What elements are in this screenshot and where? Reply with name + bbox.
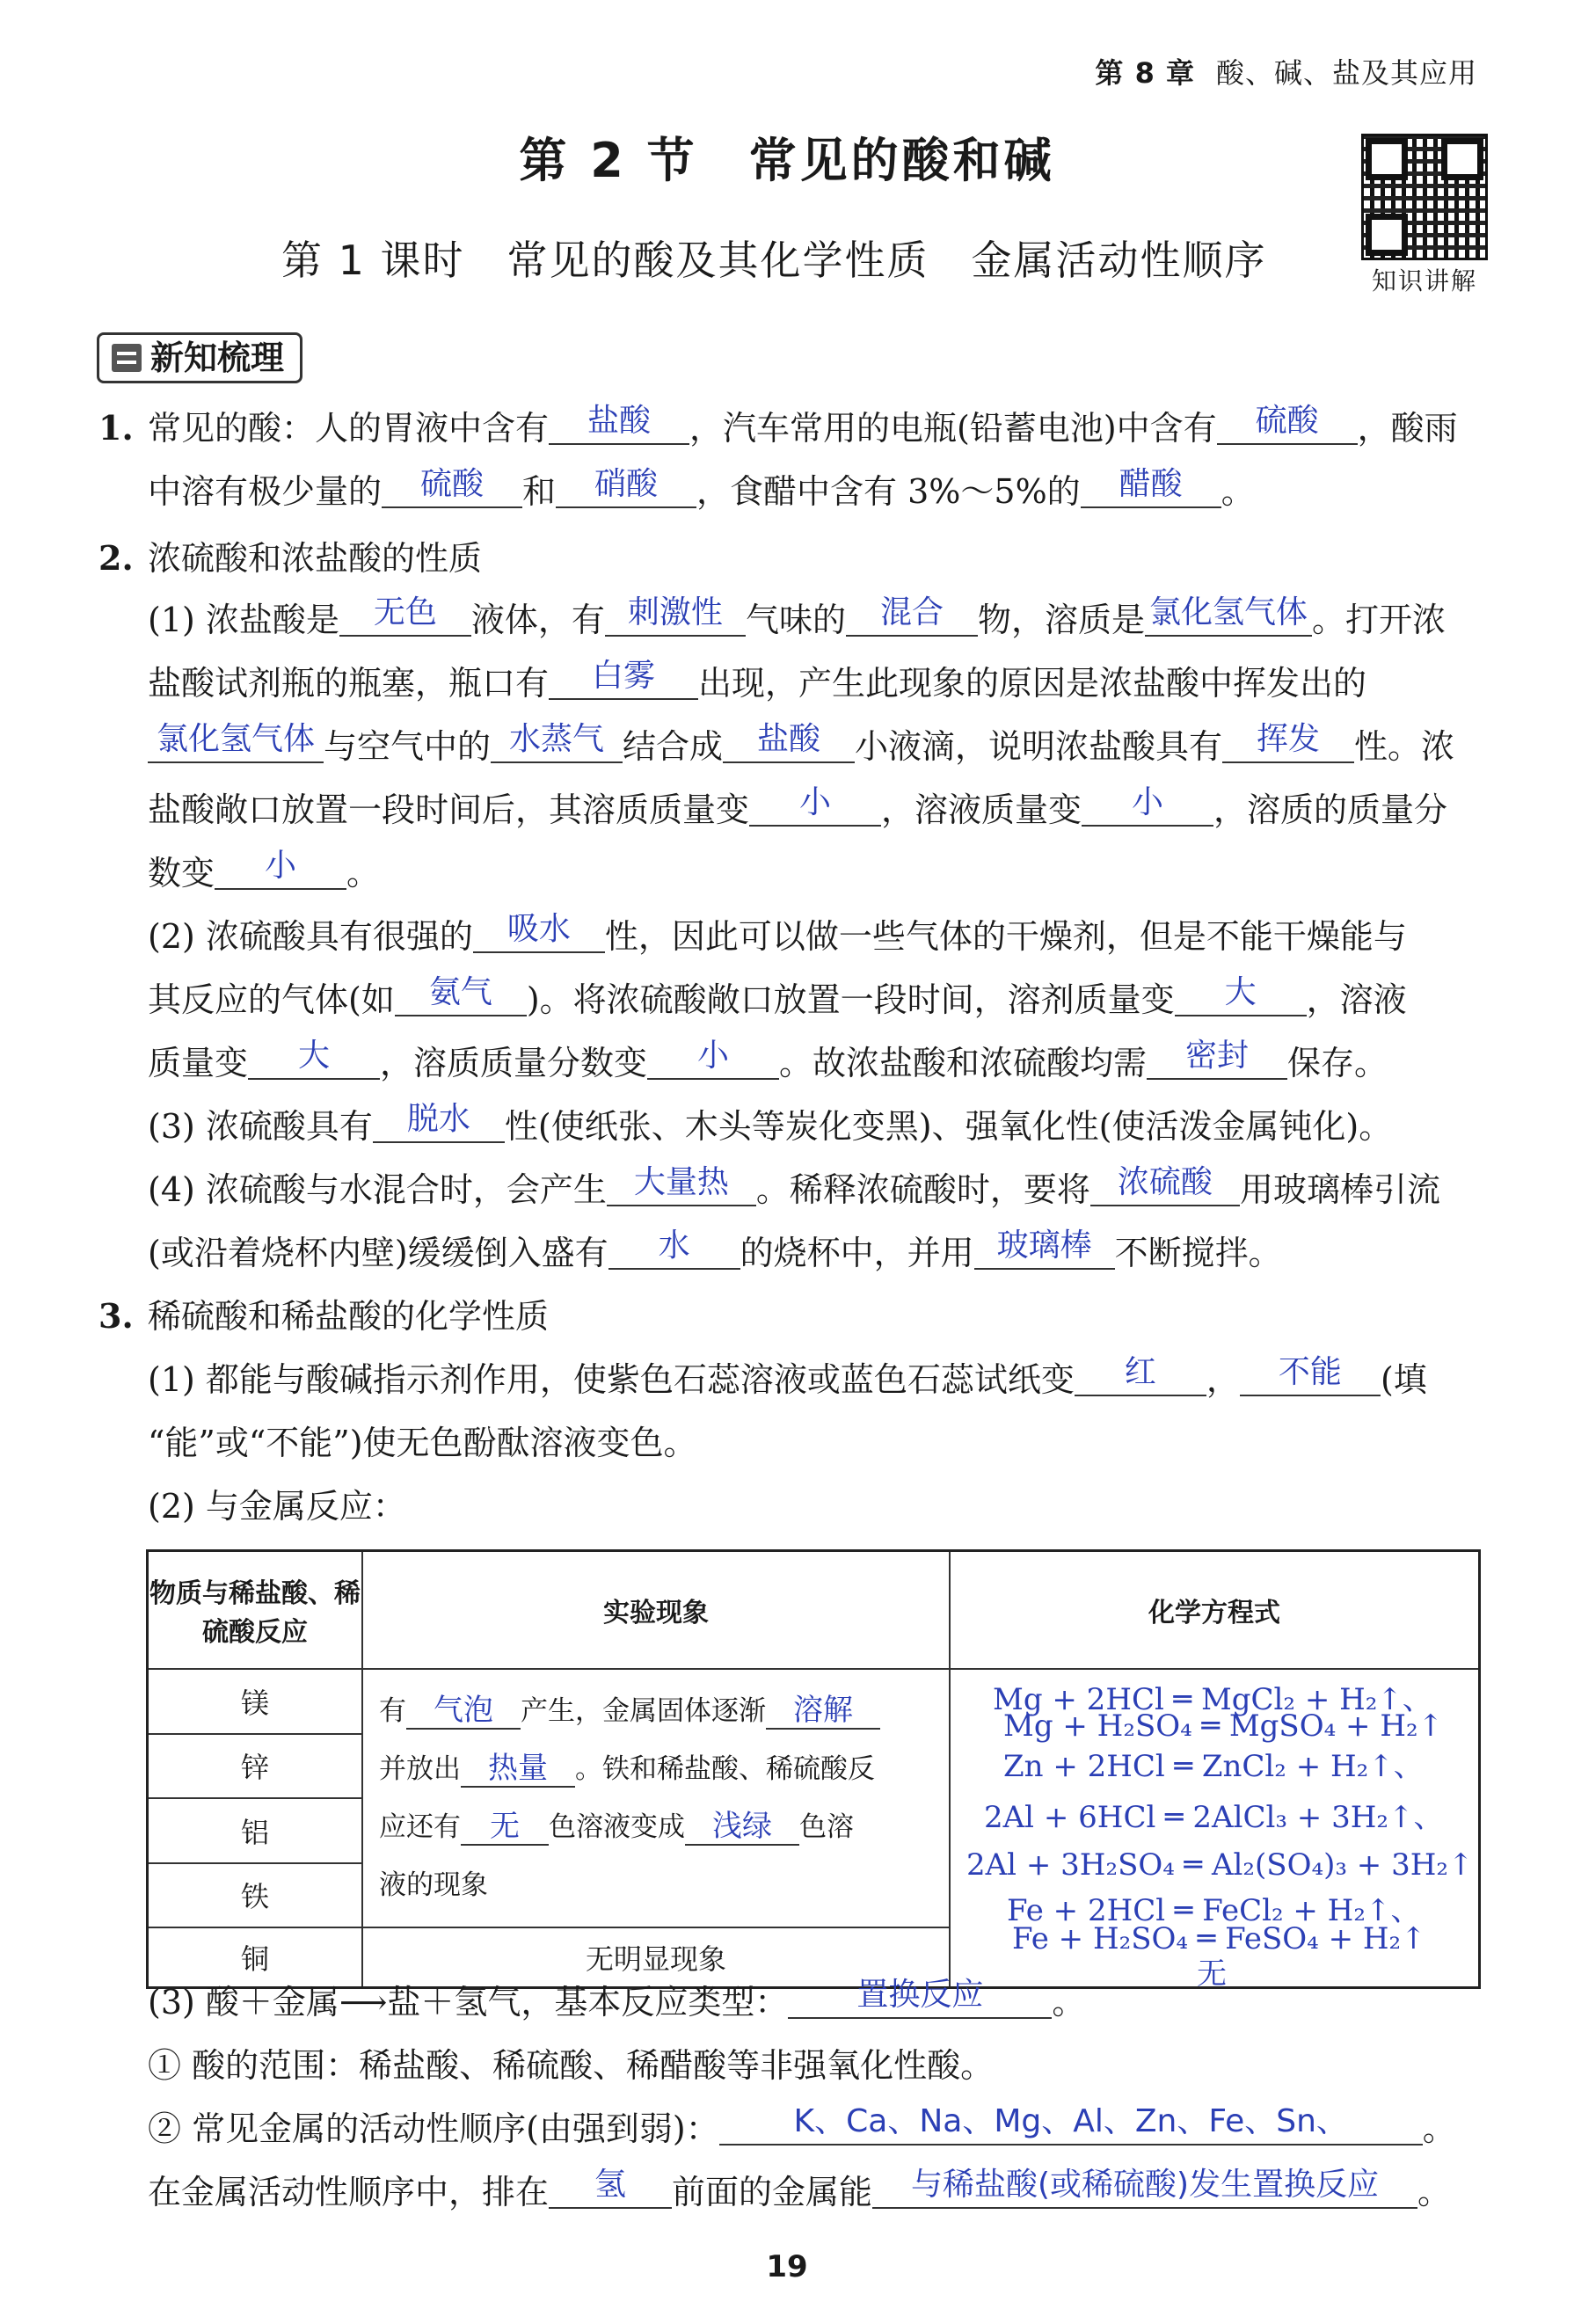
answer-blank[interactable]: 小 bbox=[1082, 788, 1213, 827]
equation-line: Mg + H₂SO₄ ═ MgSO₄ + H₂↑ bbox=[1003, 1708, 1444, 1744]
answer-blank[interactable]: 无色 bbox=[339, 598, 471, 637]
q3-p1-line2: “能”或“不能”)使无色酚酞溶液变色。 bbox=[148, 1424, 697, 1462]
metal-cell: 铁 bbox=[148, 1863, 363, 1928]
metal-cell: 镁 bbox=[148, 1669, 363, 1734]
q2-p2-line1: (2) 浓硫酸具有很强的 吸水 性，因此可以做一些气体的干燥剂，但是不能干燥能与 bbox=[148, 911, 1407, 956]
answer-blank[interactable]: K、Ca、Na、Mg、Al、Zn、Fe、Sn、 bbox=[719, 2107, 1423, 2146]
answer-blank[interactable]: 氨气 bbox=[395, 978, 527, 1016]
answer-blank[interactable]: 硝酸 bbox=[556, 470, 696, 508]
answer-blank[interactable]: 氯化氢气体 bbox=[1145, 598, 1312, 637]
metal-reaction-table bbox=[146, 1549, 1481, 1992]
q2-p1-line2: 盐酸试剂瓶的瓶塞，瓶口有 白雾 出现，产生此现象的原因是浓盐酸中挥发出的 bbox=[148, 658, 1367, 703]
table-header: 物质与稀盐酸、稀硫酸反应 bbox=[148, 1551, 363, 1670]
metal-cell: 锌 bbox=[148, 1734, 363, 1799]
table-header-row bbox=[148, 1551, 1480, 1670]
answer-blank[interactable]: 盐酸 bbox=[549, 406, 689, 445]
answer-blank[interactable]: 醋酸 bbox=[1081, 470, 1221, 508]
q2-p4-line1: (4) 浓硫酸与水混合时，会产生 大量热 。稀释浓硫酸时，要将 浓硫酸 用玻璃棒引流 bbox=[148, 1164, 1440, 1209]
table-header: 实验现象 bbox=[362, 1551, 950, 1670]
table-header: 化学方程式 bbox=[950, 1551, 1480, 1670]
q3-p2-title: (2) 与金属反应： bbox=[148, 1487, 406, 1526]
q3-p1-line1: (1) 都能与酸碱指示剂作用，使紫色石蕊溶液或蓝色石蕊试纸变 红 ， 不能 (填 bbox=[148, 1354, 1427, 1399]
answer-blank[interactable]: 水 bbox=[608, 1231, 740, 1270]
answer-blank[interactable]: 置换反应 bbox=[788, 1980, 1052, 2019]
answer-blank[interactable]: 挥发 bbox=[1222, 725, 1354, 763]
answer-blank[interactable]: 水蒸气 bbox=[491, 725, 623, 763]
answer-blank[interactable]: 浅绿 bbox=[685, 1809, 799, 1846]
answer-blank[interactable]: 浓硫酸 bbox=[1090, 1168, 1240, 1206]
section-title: 第 2 节 常见的酸和碱 bbox=[519, 133, 1055, 188]
notes-icon bbox=[112, 344, 142, 372]
equation-line: Fe + 2HCl ═ FeCl₂ + H₂↑、 bbox=[1007, 1893, 1421, 1928]
answer-blank[interactable]: 硫酸 bbox=[1217, 406, 1358, 445]
equation-line: 2Al + 3H₂SO₄ ═ Al₂(SO₄)₃ + 3H₂↑ bbox=[966, 1847, 1474, 1883]
q2-p1-line5: 数变 小 。 bbox=[148, 848, 381, 892]
answer-blank[interactable]: 脱水 bbox=[373, 1104, 505, 1143]
lesson-title: 第 1 课时 常见的酸及其化学性质 金属活动性顺序 bbox=[281, 237, 1267, 284]
page-number: 19 bbox=[766, 2249, 808, 2284]
q2-number: 2. bbox=[98, 538, 134, 578]
answer-blank[interactable]: 热量 bbox=[461, 1751, 575, 1788]
phenomenon-cell: 有 气泡 产生，金属固体逐渐 溶解 并放出 热量 。铁和稀盐酸、稀硫酸反 应还有 无 色溶液变成 浅绿 色溶 液的现象 bbox=[362, 1669, 950, 1927]
equation-cell bbox=[950, 1669, 1480, 1992]
answer-blank[interactable]: 与稀盐酸(或稀硫酸)发生置换反应 bbox=[872, 2170, 1417, 2209]
chapter-header bbox=[1095, 51, 1477, 91]
q3-number: 3. bbox=[98, 1296, 134, 1336]
q3-title: 稀硫酸和稀盐酸的化学性质 bbox=[148, 1297, 550, 1336]
answer-blank[interactable]: 大量热 bbox=[607, 1168, 756, 1206]
answer-blank[interactable]: 无 bbox=[461, 1809, 549, 1846]
answer-blank[interactable]: 溶解 bbox=[766, 1693, 880, 1730]
q3-p3-line: (3) 酸＋金属⟶盐＋氢气，基本反应类型： 置换反应 。 bbox=[148, 1977, 1086, 2022]
q2-p2-line2: 其反应的气体(如 氨气 )。将浓硫酸敞口放置一段时间，溶剂质量变 大 ，溶液 bbox=[148, 974, 1407, 1019]
q1-number: 1. bbox=[98, 408, 134, 448]
qr-caption: 知识讲解 bbox=[1371, 266, 1477, 295]
q2-p1-line4: 盐酸敞口放置一段时间后，其溶质质量变 小 ，溶液质量变 小 ，溶质的质量分 bbox=[148, 784, 1448, 829]
q2-p2-line3: 质量变 大 ，溶质质量分数变 小 。故浓盐酸和浓硫酸均需 密封 保存。 bbox=[148, 1038, 1388, 1082]
q3-c1-line: ① 酸的范围：稀盐酸、稀硫酸、稀醋酸等非强氧化性酸。 bbox=[148, 2046, 995, 2085]
answer-blank[interactable]: 氢 bbox=[549, 2170, 672, 2209]
q3-c2-line: ② 常见金属的活动性顺序(由强到弱)： K、Ca、Na、Mg、Al、Zn、Fe、Sn、 。 bbox=[148, 2103, 1456, 2148]
copper-phenomenon: 无明显现象 bbox=[362, 1927, 950, 1988]
chapter-number: 第 8 章 bbox=[1095, 56, 1195, 90]
answer-blank[interactable]: 混合 bbox=[846, 598, 978, 637]
answer-blank[interactable]: 玻璃棒 bbox=[974, 1231, 1115, 1270]
q2-p4-line2: (或沿着烧杯内壁)缓缓倒入盛有 水 的烧杯中，并用 玻璃棒 不断搅拌。 bbox=[148, 1228, 1282, 1272]
section-box-title: 新知梳理 bbox=[97, 332, 302, 383]
qr-code-icon[interactable] bbox=[1361, 134, 1488, 260]
equation-line: Mg + 2HCl ═ MgCl₂ + H₂↑、 bbox=[993, 1682, 1432, 1717]
answer-blank[interactable]: 气泡 bbox=[406, 1693, 521, 1730]
equation-line: Fe + H₂SO₄ ═ FeSO₄ + H₂↑ bbox=[1012, 1921, 1426, 1956]
answer-blank[interactable]: 小 bbox=[647, 1041, 779, 1080]
answer-blank[interactable]: 红 bbox=[1075, 1358, 1206, 1396]
q2-p3-line1: (3) 浓硫酸具有 脱水 性(使纸张、木头等炭化变黑)、强氧化性(使活泼金属钝化)。 bbox=[148, 1101, 1393, 1146]
q1-line1: 常见的酸：人的胃液中含有 盐酸 ，汽车常用的电瓶(铅蓄电池)中含有 硫酸 ，酸雨 bbox=[148, 403, 1458, 448]
answer-blank[interactable]: 小 bbox=[215, 851, 346, 890]
answer-blank[interactable]: 刺激性 bbox=[605, 598, 746, 637]
q2-p1-line1: (1) 浓盐酸是 无色 液体，有 刺激性 气味的 混合 物，溶质是 氯化氢气体 。打开浓 bbox=[148, 594, 1446, 639]
q1-line2: 中溶有极少量的 硫酸 和 硝酸 ，食醋中含有 3%～5%的 醋酸 。 bbox=[148, 466, 1255, 511]
answer-blank[interactable]: 白雾 bbox=[549, 661, 698, 700]
answer-blank[interactable]: 大 bbox=[1175, 978, 1307, 1016]
answer-blank[interactable]: 硫酸 bbox=[382, 470, 522, 508]
answer-blank[interactable]: 盐酸 bbox=[723, 725, 855, 763]
chapter-title: 酸、碱、盐及其应用 bbox=[1215, 56, 1477, 90]
answer-blank[interactable]: 氯化氢气体 bbox=[148, 725, 324, 763]
metal-cell: 铝 bbox=[148, 1798, 363, 1863]
equation-line: 2Al + 6HCl ═ 2AlCl₃ + 3H₂↑、 bbox=[984, 1800, 1444, 1835]
q2-p1-line3: 氯化氢气体 与空气中的 水蒸气 结合成 盐酸 小液滴，说明浓盐酸具有 挥发 性。浓 bbox=[148, 725, 1484, 769]
answer-blank[interactable]: 不能 bbox=[1240, 1358, 1381, 1396]
answer-blank[interactable]: 密封 bbox=[1147, 1041, 1287, 1080]
table-row bbox=[148, 1669, 1480, 1734]
answer-blank[interactable]: 小 bbox=[749, 788, 881, 827]
answer-blank[interactable]: 吸水 bbox=[473, 914, 605, 953]
equation-line: Zn + 2HCl ═ ZnCl₂ + H₂↑、 bbox=[1003, 1749, 1424, 1784]
equation-line: 无 bbox=[1197, 1956, 1227, 1992]
answer-blank[interactable]: 大 bbox=[248, 1041, 380, 1080]
q2-title: 浓硫酸和浓盐酸的性质 bbox=[148, 539, 483, 578]
q3-c3-line: 在金属活动性顺序中，排在 氢 前面的金属能 与稀盐酸(或稀硫酸)发生置换反应 。 bbox=[148, 2167, 1452, 2211]
metal-cell: 铜 bbox=[148, 1927, 363, 1988]
